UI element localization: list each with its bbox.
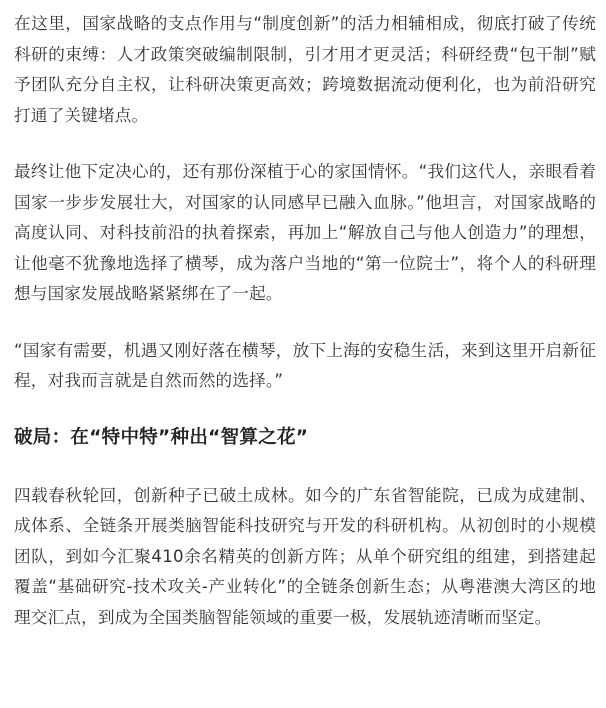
section-heading: 破局：在“特中特”种出“智算之花” bbox=[14, 426, 309, 448]
paragraph-institutional-innovation: 在这里，国家战略的支点作用与“制度创新”的活力相辅相成，彻底打破了传统科研的束缚：人才政策突破编制限制，引才用才更灵活；科研经费“包干制”赋予团队充分自主权，让科研决策更高效；跨境数据流动便利化，也为前沿研究打通了关键堵点。 bbox=[14, 14, 596, 125]
paragraph-development: 四载春秋轮回，创新种子已破土成林。如今的广东省智能院，已成为成建制、成体系、全链条开展类脑智能科技研究与开发的科研机构。从初创时的小规模团队，到如今汇聚410余名精英的创新方阵；从单个研究组的组建，到搭建起覆盖“基础研究-技术攻关-产业转化”的全链条创新生态；从粤港澳大湾区的地理交汇点，到成为全国类脑智能领域的重要一极，发展轨迹清晰而坚定。 bbox=[14, 485, 596, 627]
paragraph-patriotism: 最终让他下定决心的，还有那份深植于心的家国情怀。“我们这代人，亲眼看着国家一步步发展壮大，对国家的认同感早已融入血脉。”他坦言，对国家战略的高度认同、对科技前沿的执着探索，再加上“解放自己与他人创造力”的理想，让他毫不犹豫地选择了横琴，成为落户当地的“第一位院士”，将个人的科研理想与国家发展战略紧紧绑在了一起。 bbox=[14, 162, 596, 303]
paragraph-quote: “国家有需要，机遇又刚好落在横琴，放下上海的安稳生活，来到这里开启新征程，对我而言就是自然而然的选择。” bbox=[14, 340, 596, 390]
